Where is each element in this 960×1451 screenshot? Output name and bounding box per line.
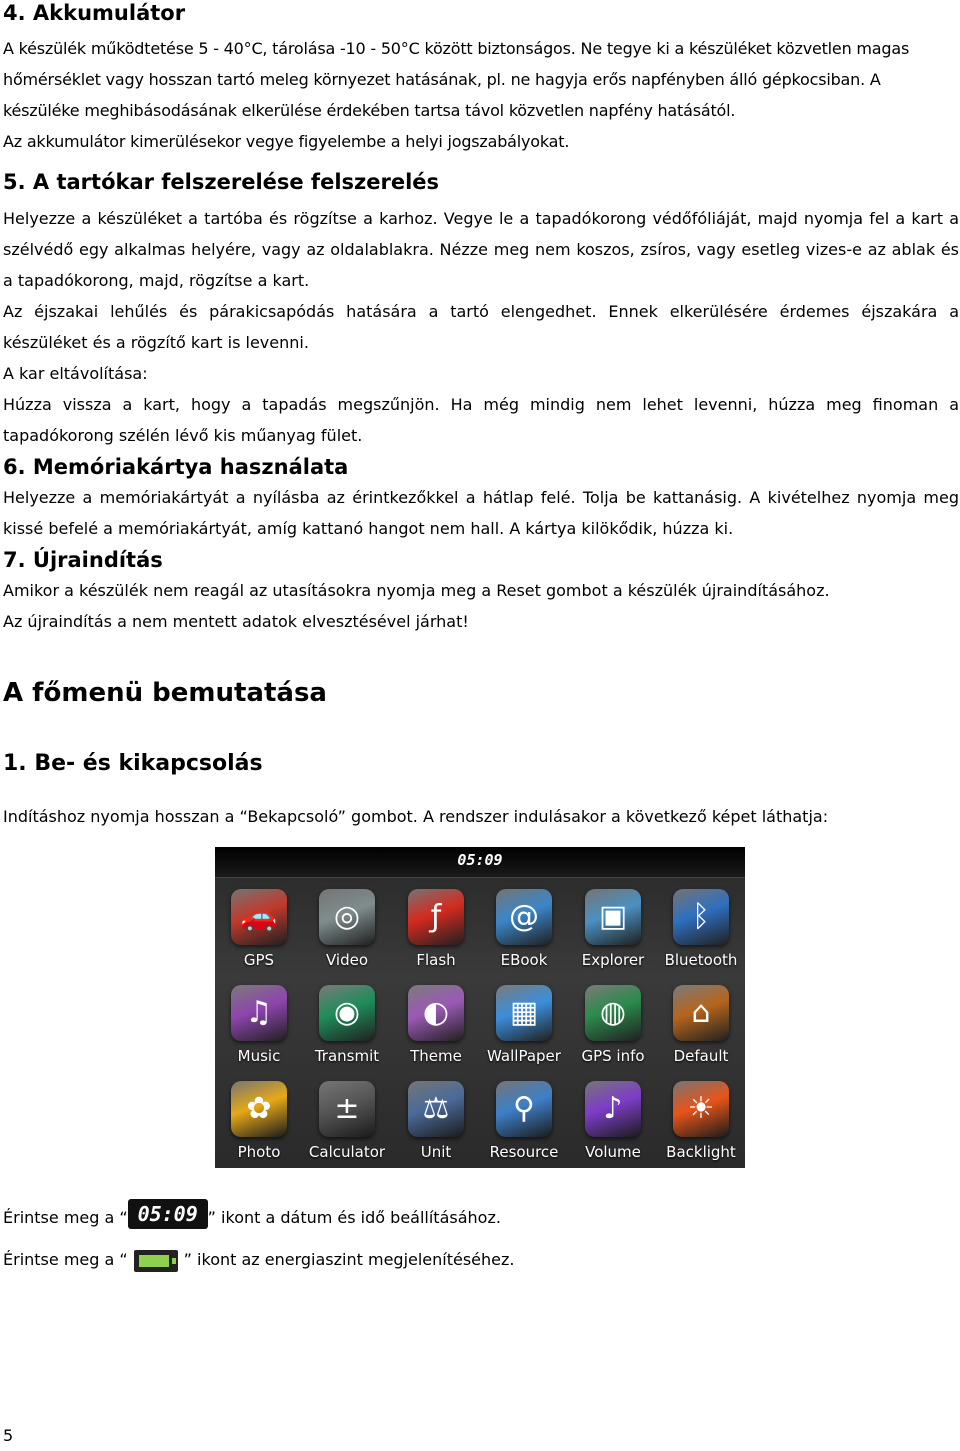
section-4-paragraph-1: A készülék működtetése 5 - 40°C, tárolása -10 - 50°C között biztonságos. Ne tegye ki a készüléket közvetlen magas hőmérséklet vagy hosszan tartó meleg környezet hatásának, pl. ne hagyja erős napfényben álló gépkocsiban. A készüléke meghibásodásának elkerülése érdekében tartsa távol közvetlen napfény hatásától. [3, 39, 910, 120]
app-tile-gps[interactable] [215, 885, 303, 981]
section-4-paragraph-2: Az akkumulátor kimerülésekor vegye figyelembe a helyi jogszabályokat. [3, 132, 570, 151]
sunflower-icon-glyph: ✿ [246, 1091, 272, 1126]
app-tile-label: Explorer [581, 951, 645, 969]
app-tile-label: Video [325, 951, 369, 969]
touch-clock-instruction [3, 1202, 959, 1233]
touch-battery-instruction [3, 1244, 959, 1275]
device-status-bar [215, 847, 745, 878]
app-tile-label: Volume [585, 1143, 641, 1161]
ebook-icon [496, 889, 552, 945]
explorer-icon [585, 889, 641, 945]
app-tile-label: Calculator [308, 1143, 386, 1161]
resource-icon-glyph: ⚲ [513, 1091, 535, 1126]
app-tile-default[interactable] [657, 981, 745, 1077]
flash-icon [408, 889, 464, 945]
sunflower-icon [231, 1081, 287, 1137]
music-icon [231, 985, 287, 1041]
transmit-icon-glyph: ◉ [333, 995, 361, 1030]
app-tile-ebook[interactable] [480, 885, 568, 981]
section-5-title: 5. A tartókar felszerelése felszerelés [3, 170, 440, 194]
section-4-title: 4. Akkumulátor [3, 1, 186, 25]
section-5-paragraph-3: A kar eltávolítása: [3, 364, 148, 383]
app-tile-label: Theme [410, 1047, 462, 1065]
app-tile-label: Music [237, 1047, 281, 1065]
wallpaper-icon [496, 985, 552, 1041]
scale-icon-glyph: ⚖ [422, 1091, 450, 1126]
theme-icon-glyph: ◐ [422, 995, 450, 1030]
app-tile-calculator[interactable] [303, 1077, 391, 1173]
app-tile-label: Backlight [666, 1143, 736, 1161]
film-reel-icon-glyph: ◎ [333, 899, 361, 934]
touch-battery-pre: Érintse meg a “ [3, 1250, 128, 1269]
clock-icon: 05:09 [128, 1199, 208, 1229]
volume-icon-glyph: ♪ [603, 1091, 623, 1126]
app-tile-label: EBook [500, 951, 548, 969]
app-tile-explorer[interactable] [569, 885, 657, 981]
app-tile-bluetooth[interactable] [657, 885, 745, 981]
app-tile-backlight[interactable] [657, 1077, 745, 1173]
app-tile-video[interactable] [303, 885, 391, 981]
ebook-icon-glyph: @ [509, 899, 539, 934]
app-tile-label: GPS info [581, 1047, 645, 1065]
main-menu-title: A főmenü bemutatása [3, 678, 327, 708]
section-7-paragraph-1: Amikor a készülék nem reagál az utasításokra nyomja meg a Reset gombot a készülék újraindításához. [3, 581, 830, 600]
page-number: 5 [3, 1426, 14, 1445]
theme-icon [408, 985, 464, 1041]
section-5-paragraph-4: Húzza vissza a kart, hogy a tapadás megszűnjön. Ha még mindig nem lehet levenni, húzza meg finoman a tapadókorong szélén lévő kis műanyag fület. [3, 395, 959, 445]
section-7-paragraph-2: Az újraindítás a nem mentett adatok elvesztésével járhat! [3, 612, 469, 631]
battery-icon [134, 1250, 178, 1272]
app-tile-label: WallPaper [487, 1047, 561, 1065]
section-6-paragraph-1: Helyezze a memóriakártyát a nyílásba az érintkezőkkel a hátlap felé. Tolja be kattanásig. A kivételhez nyomja meg kissé befelé a memóriakártyát, amíg kattanó hangot nem hall. A kártya kilökődik, húzza ki. [3, 488, 959, 538]
app-tile-theme[interactable] [392, 981, 480, 1077]
wallpaper-icon-glyph: ▦ [509, 995, 539, 1030]
car-icon-glyph: 🚗 [240, 899, 278, 934]
app-tile-resource[interactable] [480, 1077, 568, 1173]
app-tile-label: GPS [243, 951, 275, 969]
globe-icon-glyph: ◍ [599, 995, 627, 1030]
app-tile-wallpaper[interactable] [480, 981, 568, 1077]
transmit-icon [319, 985, 375, 1041]
section-5-paragraph-2: Az éjszakai lehűlés és párakicsapódás hatására a tartó elengedhet. Ennek elkerülésére érdemes éjszakára a készüléket és a rögzítő kart is levenni. [3, 302, 959, 352]
device-main-menu-screenshot [215, 847, 745, 1168]
globe-icon [585, 985, 641, 1041]
bluetooth-icon [673, 889, 729, 945]
bluetooth-icon-glyph: ᛒ [692, 899, 710, 934]
touch-clock-pre: Érintse meg a “ [3, 1208, 128, 1227]
volume-icon [585, 1081, 641, 1137]
app-tile-music[interactable] [215, 981, 303, 1077]
explorer-icon-glyph: ▣ [598, 899, 628, 934]
home-icon-glyph: ⌂ [691, 995, 711, 1030]
touch-clock-post: ” ikont a dátum és idő beállításához. [207, 1208, 501, 1227]
app-tile-photo[interactable] [215, 1077, 303, 1173]
backlight-icon-glyph: ☀ [687, 1091, 715, 1126]
app-tile-transmit[interactable] [303, 981, 391, 1077]
app-tile-gps-info[interactable] [569, 981, 657, 1077]
section-6-title: 6. Memóriakártya használata [3, 455, 349, 479]
resource-icon [496, 1081, 552, 1137]
home-icon [673, 985, 729, 1041]
calculator-icon-glyph: ± [334, 1091, 360, 1126]
app-tile-label: Resource [489, 1143, 559, 1161]
music-icon-glyph: ♫ [245, 995, 273, 1030]
app-tile-label: Flash [416, 951, 456, 969]
touch-battery-post: ” ikont az energiaszint megjelenítéséhez. [183, 1250, 515, 1269]
app-tile-label: Unit [420, 1143, 452, 1161]
section-7-title: 7. Újraindítás [3, 548, 163, 572]
power-section-title: 1. Be- és kikapcsolás [3, 751, 263, 776]
app-tile-volume[interactable] [569, 1077, 657, 1173]
app-tile-flash[interactable] [392, 885, 480, 981]
calculator-icon [319, 1081, 375, 1137]
app-tile-label: Photo [237, 1143, 281, 1161]
app-tile-label: Bluetooth [664, 951, 738, 969]
film-reel-icon [319, 889, 375, 945]
car-icon [231, 889, 287, 945]
app-tile-label: Default [673, 1047, 729, 1065]
power-paragraph: Indításhoz nyomja hosszan a “Bekapcsoló” gombot. A rendszer indulásakor a következő képet láthatja: [3, 807, 829, 826]
flash-icon-glyph: ƒ [430, 899, 442, 934]
scale-icon [408, 1081, 464, 1137]
backlight-icon [673, 1081, 729, 1137]
app-tile-label: Transmit [314, 1047, 380, 1065]
app-tile-unit[interactable] [392, 1077, 480, 1173]
section-5-paragraph-1: Helyezze a készüléket a tartóba és rögzítse a karhoz. Vegye le a tapadókorong védőfóliáját, majd nyomja fel a kart a szélvédő egy alkalmas helyére, vagy az oldalablakra. Nézze meg nem koszos, zsíros, vagy esetleg vizes-e az ablak és a tapadókorong, majd, rögzítse a kart. [3, 209, 959, 290]
device-clock[interactable]: 05:09 [457, 851, 503, 869]
